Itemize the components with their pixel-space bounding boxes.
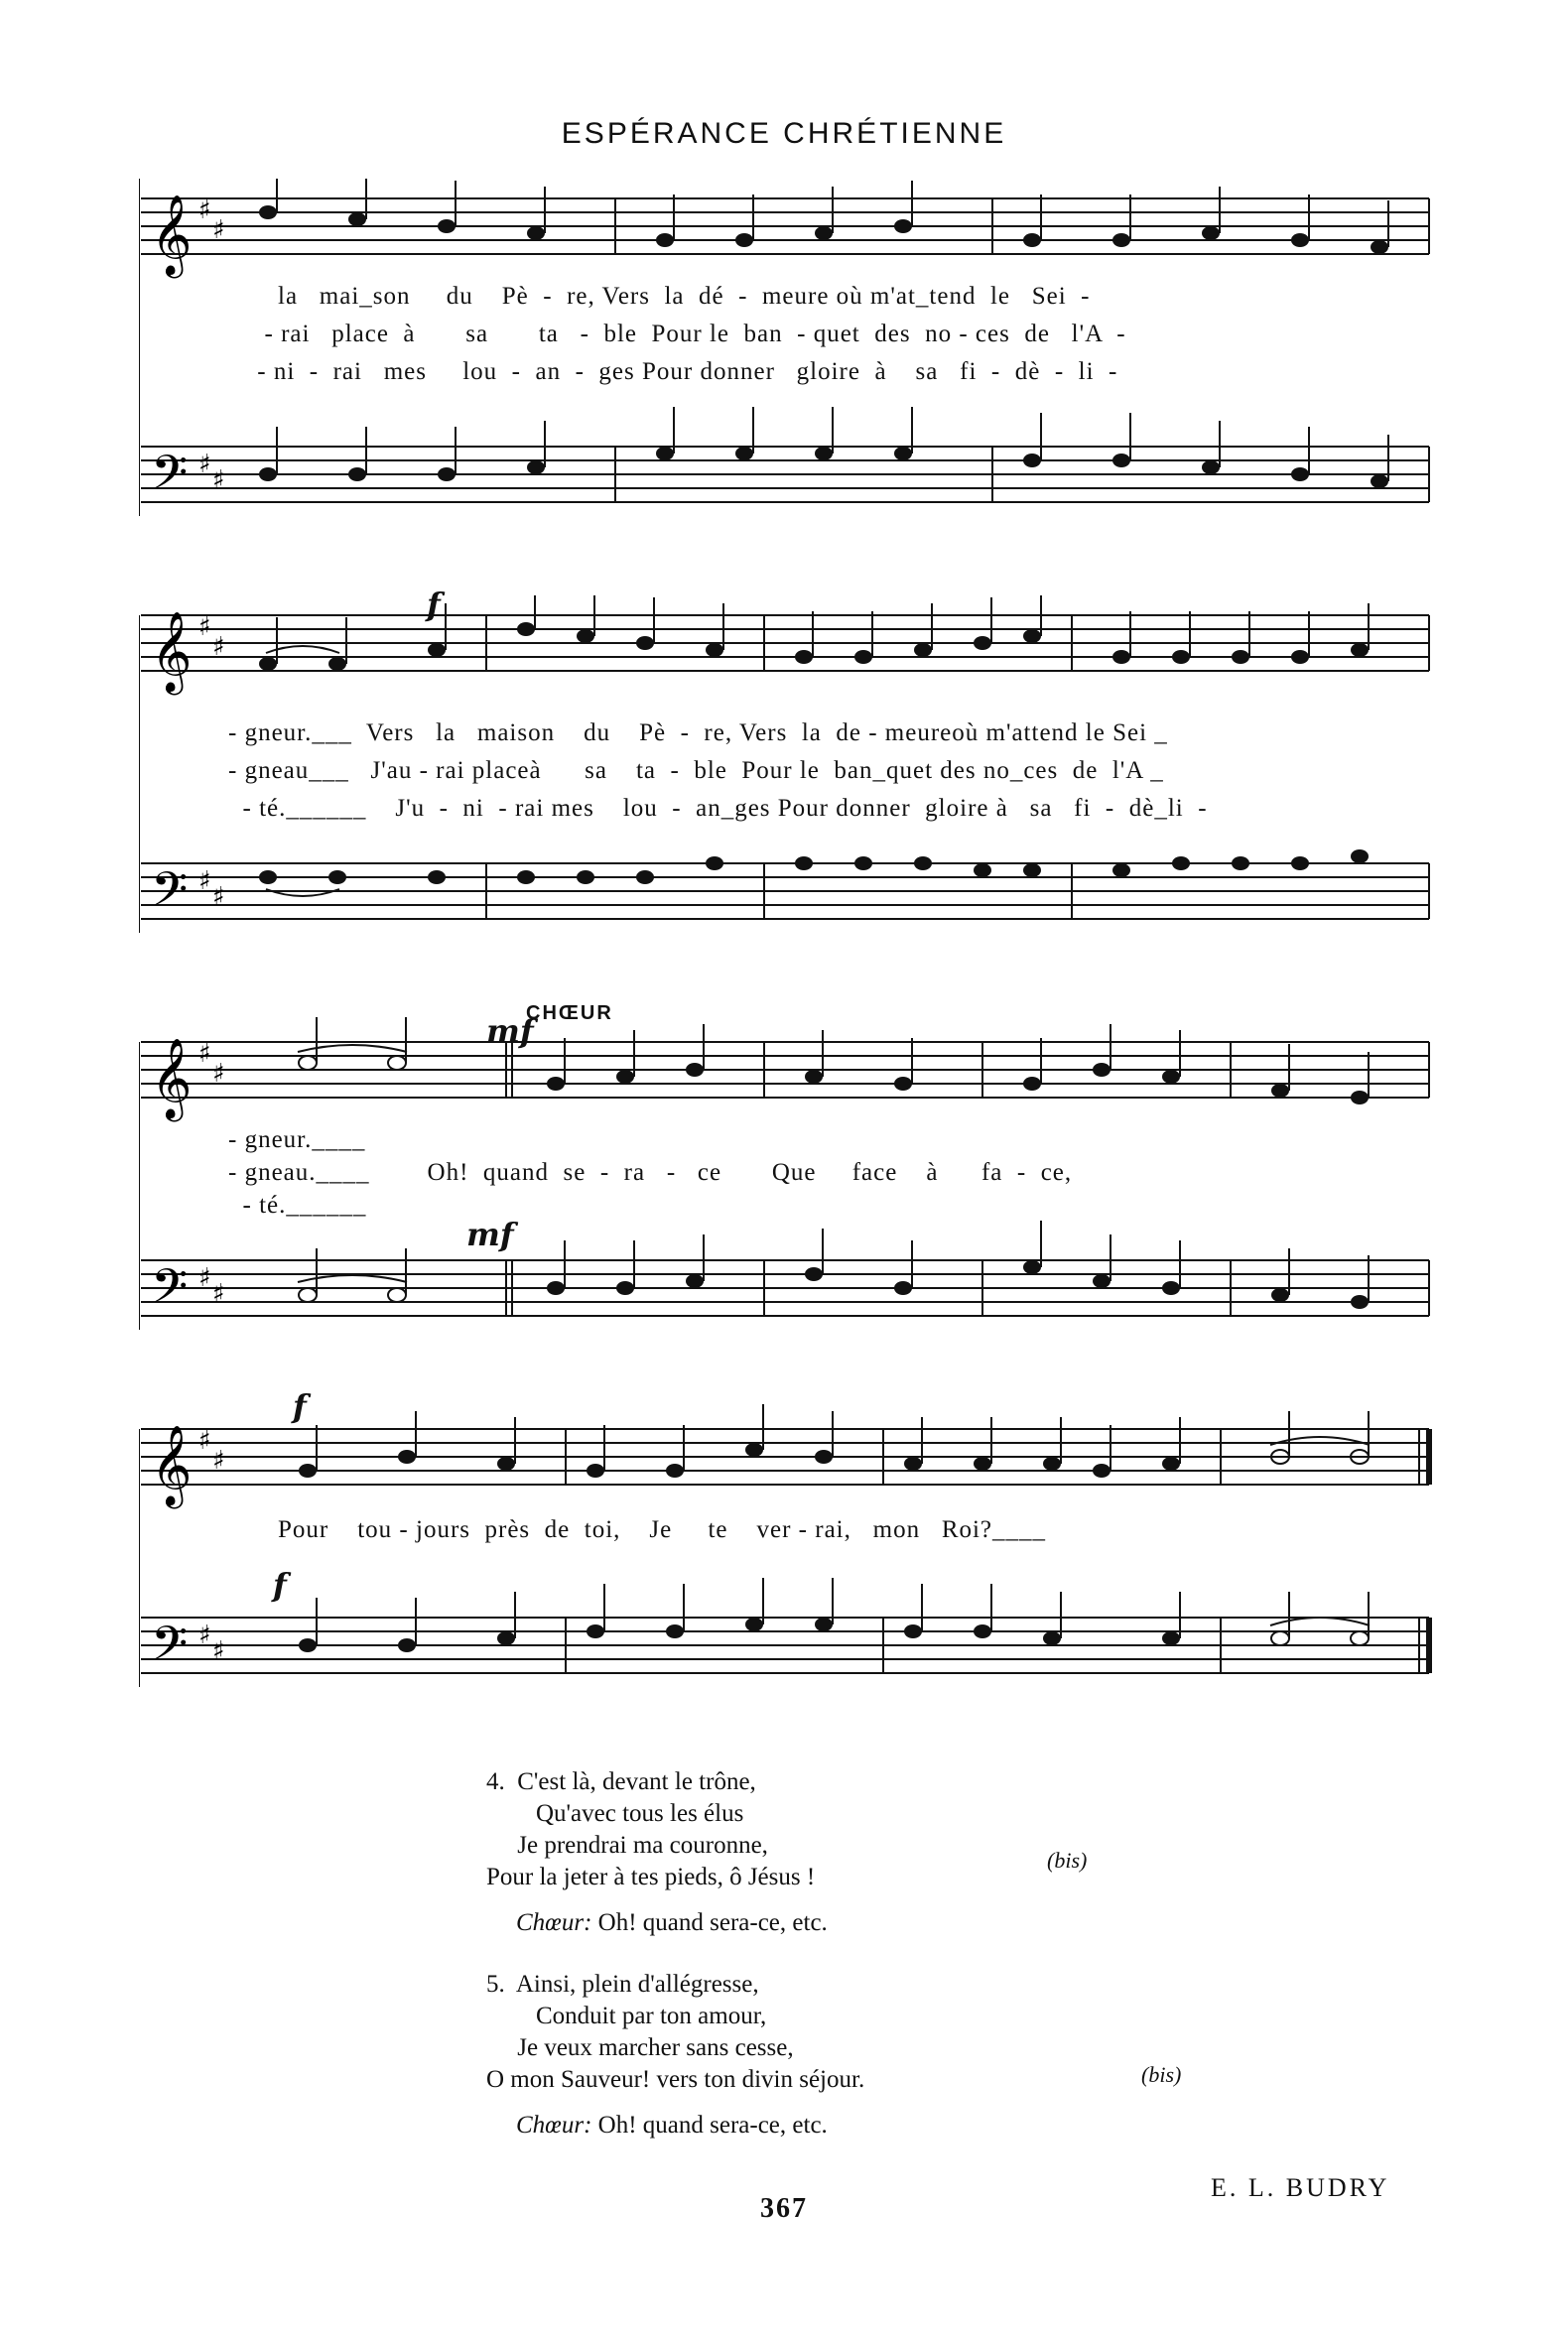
svg-text:𝄢: 𝄢	[151, 445, 189, 512]
svg-text:♯: ♯	[212, 632, 225, 662]
bis-marker-verse-5: (bis)	[1141, 2062, 1182, 2087]
verse-5	[486, 1969, 1181, 2142]
svg-text:♯: ♯	[212, 1279, 225, 1309]
svg-text:♯: ♯	[212, 215, 225, 245]
svg-text:𝄢: 𝄢	[151, 1258, 189, 1326]
verse-line: Conduit par ton amour,	[486, 2003, 767, 2029]
music-system-2	[139, 585, 1439, 973]
verse-line: O mon Sauveur! vers ton divin séjour.	[486, 2066, 865, 2093]
page-number: 367	[760, 2193, 808, 2224]
svg-text:𝄢: 𝄢	[151, 861, 189, 929]
svg-text:♯: ♯	[198, 1621, 211, 1650]
lyric-line: Pour tou - jours près de toi, Je te ver - rai, mon Roi?____	[278, 1516, 1047, 1543]
verse-line: 5. Ainsi, plein d'allégresse,	[486, 1971, 759, 1998]
svg-text:𝄢: 𝄢	[151, 1616, 189, 1683]
score-staves	[139, 1002, 1439, 1379]
verse-line: 4. C'est là, devant le trône,	[486, 1768, 756, 1795]
chorus-reference	[516, 1907, 1181, 1939]
svg-text:𝄞: 𝄞	[151, 1037, 193, 1118]
lyric-line: - té.______	[228, 1192, 367, 1219]
dynamic-mezzo-forte-bass: mf	[466, 1216, 514, 1253]
lyric-line: la mai_son du Pè - re, Vers la dé - meure où m'at_tend le Sei -	[278, 283, 1091, 310]
verse-line: Qu'avec tous les élus	[486, 1800, 744, 1827]
author-credit: E. L. BUDRY	[1211, 2173, 1390, 2202]
chorus-ref-label: Chœur:	[516, 2112, 592, 2139]
chorus-ref-text: Oh! quand sera-ce, etc.	[591, 1909, 828, 1936]
song-title: ESPÉRANCE CHRÉTIENNE	[561, 117, 1007, 150]
svg-text:♯: ♯	[212, 1636, 225, 1666]
chorus-label: CHŒUR	[526, 1002, 613, 1024]
dynamic-forte: f	[427, 585, 441, 623]
svg-text:♯: ♯	[198, 450, 211, 479]
lyric-line: - gneur.___ Vers la maison du Pè - re, Vers la de - meureoù m'attend le Sei _	[228, 719, 1168, 746]
bis-marker-verse-4: (bis)	[1047, 1848, 1088, 1873]
verse-line: Pour la jeter à tes pieds, ô Jésus !	[486, 1864, 816, 1890]
svg-text:♯: ♯	[198, 1263, 211, 1293]
lyric-line: - gneau.____ Oh! quand se - ra - ce Que face à fa - ce,	[228, 1159, 1073, 1186]
lyric-line: - ni - rai mes lou - an - ges Pour donner gloire à sa fi - dè - li -	[250, 358, 1118, 385]
dynamic-forte-bass: f	[273, 1566, 287, 1604]
lyric-line: - té.______ J'u - ni - rai mes lou - an_ges Pour donner gloire à sa fi - dè_li -	[228, 795, 1208, 822]
svg-text:𝄞: 𝄞	[151, 194, 193, 275]
svg-text:♯: ♯	[198, 195, 211, 225]
svg-text:𝄞: 𝄞	[151, 1424, 193, 1505]
verses-block	[486, 1766, 1181, 2171]
chorus-ref-text: Oh! quand sera-ce, etc.	[591, 2112, 828, 2139]
svg-text:♯: ♯	[212, 882, 225, 912]
svg-text:♯: ♯	[198, 866, 211, 896]
verse-line: Je prendrai ma couronne,	[486, 1832, 768, 1859]
svg-text:♯: ♯	[212, 1059, 225, 1089]
svg-text:𝄞: 𝄞	[151, 610, 193, 692]
dynamic-mezzo-forte: mf	[486, 1012, 534, 1050]
dynamic-forte: f	[293, 1387, 307, 1425]
svg-text:♯: ♯	[198, 612, 211, 642]
verse-line: Je veux marcher sans cesse,	[486, 2034, 794, 2061]
svg-text:♯: ♯	[212, 1446, 225, 1476]
lyric-line: - gneur.____	[228, 1126, 366, 1153]
svg-text:♯: ♯	[212, 465, 225, 495]
music-system-1	[139, 179, 1439, 556]
music-system-3	[139, 1002, 1439, 1379]
score-staves	[139, 1389, 1439, 1737]
lyric-line: - rai place à sa ta - ble Pour le ban - quet des no - ces de l'A -	[250, 321, 1126, 347]
svg-text:♯: ♯	[198, 1039, 211, 1069]
svg-text:♯: ♯	[198, 1426, 211, 1456]
music-system-4	[139, 1389, 1439, 1737]
chorus-reference	[516, 2110, 1181, 2142]
chorus-ref-label: Chœur:	[516, 1909, 592, 1936]
lyric-line: - gneau___ J'au - rai placeà sa ta - ble Pour le ban_quet des no_ces de l'A _	[228, 757, 1164, 784]
